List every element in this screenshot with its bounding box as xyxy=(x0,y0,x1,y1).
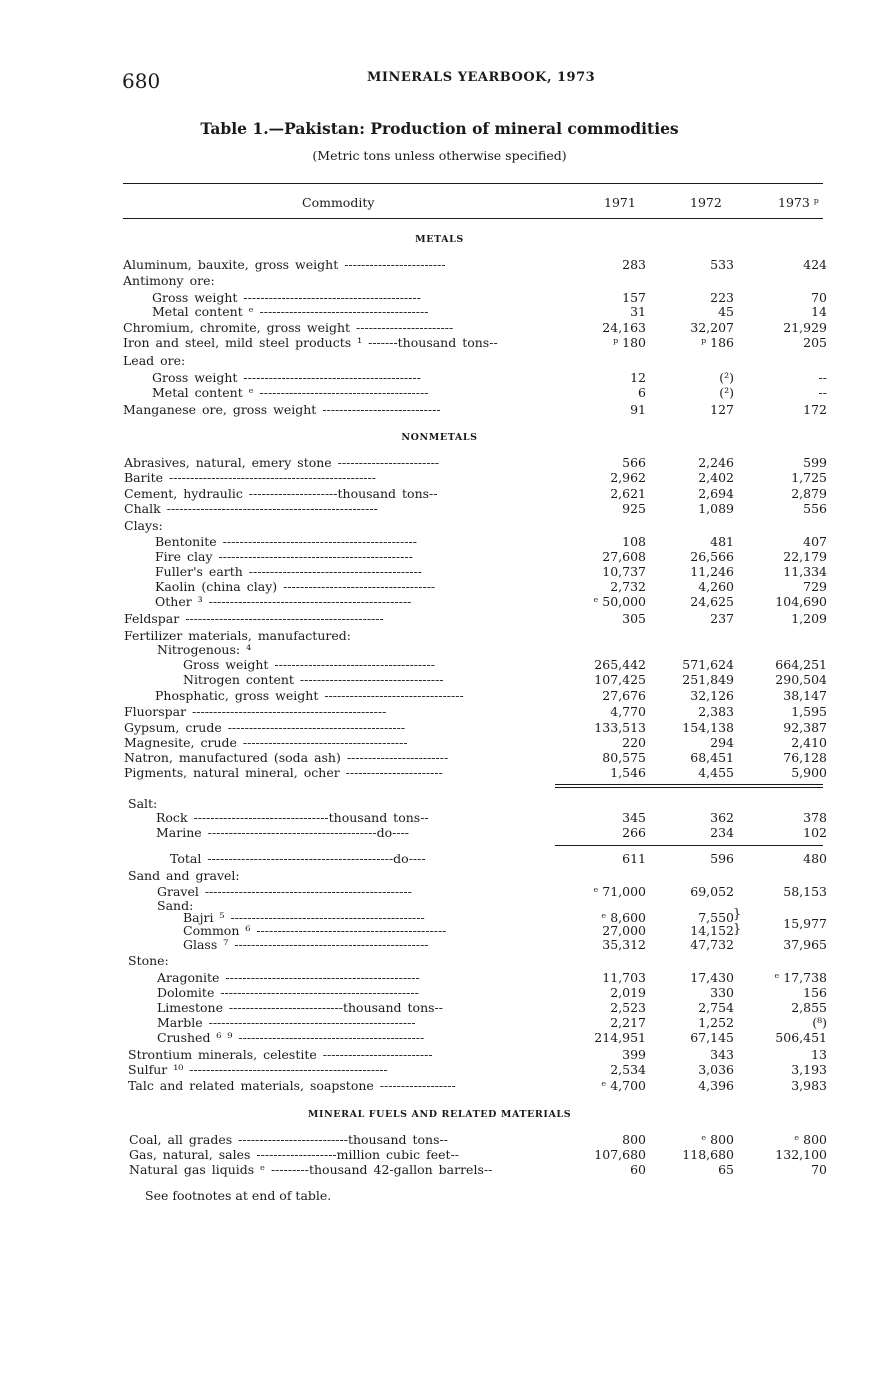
cell-1973: 1,209 xyxy=(791,611,827,626)
cell-1971: 133,513 xyxy=(594,720,646,735)
cell-1971: 214,951 xyxy=(594,1030,646,1045)
pigments-rule-2 xyxy=(555,787,823,788)
cell-1971: 157 xyxy=(622,290,646,305)
cell-1973: 3,193 xyxy=(791,1062,827,1077)
row-label: Bentonite ---------------------------------------------- xyxy=(155,534,417,549)
cell-1972: 571,624 xyxy=(682,657,734,672)
row-label: Sand: xyxy=(157,898,194,913)
table-row xyxy=(0,518,879,533)
table-row xyxy=(0,642,879,657)
row-label: Iron and steel, mild steel products ¹ -------thousand tons-- xyxy=(123,335,498,350)
row-label: Gas, natural, sales -------------------million cubic feet-- xyxy=(129,1147,459,1162)
cell-1971: 91 xyxy=(630,402,646,417)
cell-1972: 481 xyxy=(710,534,734,549)
cell-1971: 399 xyxy=(622,1047,646,1062)
table-row xyxy=(0,579,879,594)
cell-1973: -- xyxy=(818,370,827,385)
cell-1971: 345 xyxy=(622,810,646,825)
cell-1971: ᵉ 50,000 xyxy=(593,594,646,609)
table-row xyxy=(0,825,879,840)
cell-1971: 265,442 xyxy=(594,657,646,672)
cell-1972: 45 xyxy=(718,304,734,319)
cell-1972: 4,260 xyxy=(698,579,734,594)
section-metals: METALS xyxy=(415,234,464,245)
cell-1972: 2,402 xyxy=(698,470,734,485)
cell-1973: 2,855 xyxy=(791,1000,827,1015)
cell-1973: -- xyxy=(818,385,827,400)
table-subtitle: (Metric tons unless otherwise specified) xyxy=(312,148,567,163)
table-row xyxy=(0,1015,879,1030)
cell-1972: 4,455 xyxy=(698,765,734,780)
row-label: Phosphatic, gross weight --------------------------------- xyxy=(155,688,464,703)
row-label: Dolomite ----------------------------------------------- xyxy=(157,985,419,1000)
cell-1973: (⁸) xyxy=(812,1015,827,1030)
cell-1973: 1,595 xyxy=(791,704,827,719)
table-row xyxy=(0,851,879,866)
cell-1973: 407 xyxy=(803,534,827,549)
cell-1972: 7,550 xyxy=(698,910,734,925)
row-label: Natron, manufactured (soda ash) ------------------------ xyxy=(124,750,449,765)
cell-1971: 11,703 xyxy=(602,970,646,985)
table-row xyxy=(0,1047,879,1062)
cell-1971: 266 xyxy=(622,825,646,840)
table-row xyxy=(0,884,879,899)
table-row xyxy=(0,402,879,417)
row-label: Aragonite ---------------------------------------------- xyxy=(157,970,420,985)
cell-1973: 104,690 xyxy=(775,594,827,609)
cell-1973: 172 xyxy=(803,402,827,417)
row-label: Coal, all grades --------------------------thousand tons-- xyxy=(129,1132,448,1147)
table-row xyxy=(0,735,879,750)
row-label: Barite ------------------------------------------------- xyxy=(124,470,376,485)
row-label: Gross weight -------------------------------------- xyxy=(183,657,435,672)
table-row xyxy=(0,953,879,968)
table-row xyxy=(0,1062,879,1077)
cell-1972: 362 xyxy=(710,810,734,825)
table-row xyxy=(0,320,879,335)
table-row xyxy=(0,290,879,305)
cell-1973: 11,334 xyxy=(783,564,827,579)
row-label: Glass ⁷ ---------------------------------------------- xyxy=(183,937,429,952)
table-row xyxy=(0,1000,879,1015)
cell-1971: 1,546 xyxy=(610,765,646,780)
cell-1972: 4,396 xyxy=(698,1078,734,1093)
cell-1972: 11,246 xyxy=(690,564,734,579)
cell-1973: 14 xyxy=(811,304,827,319)
cell-1971: 108 xyxy=(622,534,646,549)
cell-1971: 12 xyxy=(630,370,646,385)
row-label: Gross weight ------------------------------------------ xyxy=(152,370,421,385)
row-label: Other ³ ------------------------------------------------ xyxy=(155,594,412,609)
row-label: Kaolin (china clay) ------------------------------------ xyxy=(155,579,436,594)
cell-1973: ᵉ 800 xyxy=(794,1132,827,1147)
cell-1972: 3,036 xyxy=(698,1062,734,1077)
table-row xyxy=(0,1162,879,1177)
running-head: MINERALS YEARBOOK, 1973 xyxy=(367,70,596,85)
cell-1971: 800 xyxy=(622,1132,646,1147)
cell-1971: 2,523 xyxy=(610,1000,646,1015)
row-label: Sulfur ¹⁰ ----------------------------------------------- xyxy=(128,1062,388,1077)
footnote: See footnotes at end of table. xyxy=(145,1188,332,1203)
cell-1971: ᵖ 180 xyxy=(613,335,646,350)
cell-1973: 156 xyxy=(803,985,827,1000)
cell-1973: 556 xyxy=(803,501,827,516)
cell-1971: 220 xyxy=(622,735,646,750)
cell-1972: 234 xyxy=(710,825,734,840)
cell-1972: ᵉ 800 xyxy=(701,1132,734,1147)
table-row xyxy=(0,385,879,400)
row-label: Feldspar ----------------------------------------------- xyxy=(124,611,384,626)
row-label: Aluminum, bauxite, gross weight ------------------------ xyxy=(123,257,446,272)
cell-1972: 26,566 xyxy=(690,549,734,564)
cell-1972: 294 xyxy=(710,735,734,750)
cell-1972: 32,207 xyxy=(690,320,734,335)
table-row xyxy=(0,534,879,549)
cell-1971: 27,000 xyxy=(602,923,646,938)
cell-1973: 480 xyxy=(803,851,827,866)
cell-1971: 4,770 xyxy=(610,704,646,719)
cell-1971: 107,680 xyxy=(594,1147,646,1162)
cell-1972: 14,152 xyxy=(690,923,734,938)
cell-1973: 37,965 xyxy=(783,937,827,952)
table-row xyxy=(0,796,879,811)
row-label: Manganese ore, gross weight ---------------------------- xyxy=(123,402,441,417)
cell-1973: 424 xyxy=(803,257,827,272)
cell-1971: 60 xyxy=(630,1162,646,1177)
cell-1972: 2,754 xyxy=(698,1000,734,1015)
cell-1972: 533 xyxy=(710,257,734,272)
cell-1972: 237 xyxy=(710,611,734,626)
row-label: Chromium, chromite, gross weight ----------------------- xyxy=(123,320,454,335)
cell-1971: 925 xyxy=(622,501,646,516)
row-label: Rock --------------------------------thousand tons-- xyxy=(156,810,429,825)
cell-1972: 343 xyxy=(710,1047,734,1062)
row-label: Fluorspar ---------------------------------------------- xyxy=(124,704,387,719)
cell-1972: 1,252 xyxy=(698,1015,734,1030)
row-label: Antimony ore: xyxy=(123,273,215,288)
cell-1972: ᵖ 186 xyxy=(701,335,734,350)
cell-1972: 1,089 xyxy=(698,501,734,516)
cell-1972: 2,246 xyxy=(698,455,734,470)
cell-1972: 69,052 xyxy=(690,884,734,899)
cell-1973: 5,900 xyxy=(791,765,827,780)
table-row xyxy=(0,688,879,703)
pigments-rule-1 xyxy=(555,784,823,785)
cell-1971: 35,312 xyxy=(602,937,646,952)
cell-1971: ᵉ 71,000 xyxy=(593,884,646,899)
cell-1972: 67,145 xyxy=(690,1030,734,1045)
row-label: Nitrogenous: ⁴ xyxy=(157,642,252,657)
cell-1971: 27,676 xyxy=(602,688,646,703)
sand-brace-1: } xyxy=(733,907,742,922)
row-label: Pigments, natural mineral, ocher ----------------------- xyxy=(124,765,443,780)
cell-1973: 70 xyxy=(811,1162,827,1177)
table-row xyxy=(0,564,879,579)
table-row xyxy=(0,720,879,735)
cell-1973: 729 xyxy=(803,579,827,594)
cell-1972: 251,849 xyxy=(682,672,734,687)
table-row xyxy=(0,810,879,825)
row-label: Bajri ⁵ ---------------------------------------------- xyxy=(183,910,425,925)
cell-1973: 1,725 xyxy=(791,470,827,485)
table-row xyxy=(0,765,879,780)
table-row xyxy=(0,594,879,609)
row-label: Nitrogen content ---------------------------------- xyxy=(183,672,444,687)
row-label: Natural gas liquids ᵉ ---------thousand 42-gallon barrels-- xyxy=(129,1162,493,1177)
row-label: Gross weight ------------------------------------------ xyxy=(152,290,421,305)
cell-1972: 154,138 xyxy=(682,720,734,735)
cell-1972: 65 xyxy=(718,1162,734,1177)
header-1971: 1971 xyxy=(604,195,636,210)
row-label: Lead ore: xyxy=(123,353,186,368)
cell-1971: 80,575 xyxy=(602,750,646,765)
top-rule xyxy=(123,183,823,184)
cell-1971: 566 xyxy=(622,455,646,470)
table-row xyxy=(0,470,879,485)
cell-1973: 664,251 xyxy=(775,657,827,672)
row-label: Fertilizer materials, manufactured: xyxy=(124,628,351,643)
row-label: Strontium minerals, celestite -------------------------- xyxy=(128,1047,433,1062)
table-row xyxy=(0,304,879,319)
cell-1971: 2,621 xyxy=(610,486,646,501)
row-label: Common ⁶ --------------------------------------------- xyxy=(183,923,447,938)
cell-1972: 330 xyxy=(710,985,734,1000)
salt-total-rule xyxy=(555,845,823,846)
row-label: Fuller's earth ----------------------------------------- xyxy=(155,564,422,579)
table-row xyxy=(0,1132,879,1147)
cell-1971: 611 xyxy=(622,851,646,866)
header-1973: 1973 ᵖ xyxy=(778,195,819,210)
cell-1973: 76,128 xyxy=(783,750,827,765)
table-row xyxy=(0,985,879,1000)
header-1972: 1972 xyxy=(690,195,722,210)
cell-1971: 6 xyxy=(638,385,646,400)
cell-1973: 13 xyxy=(811,1047,827,1062)
cell-1971: 2,732 xyxy=(610,579,646,594)
cell-1973: 21,929 xyxy=(783,320,827,335)
cell-1973: 70 xyxy=(811,290,827,305)
table-row xyxy=(0,486,879,501)
table-row xyxy=(0,750,879,765)
row-label: Clays: xyxy=(124,518,163,533)
row-label: Talc and related materials, soapstone ------------------ xyxy=(128,1078,456,1093)
row-label: Metal content ᵉ ---------------------------------------- xyxy=(152,385,429,400)
cell-1971: 24,163 xyxy=(602,320,646,335)
row-label: Total --------------------------------------------do---- xyxy=(170,851,426,866)
table-row xyxy=(0,672,879,687)
cell-1973: ᵉ 17,738 xyxy=(774,970,827,985)
row-label: Gravel ------------------------------------------------- xyxy=(157,884,412,899)
cell-1972: 2,694 xyxy=(698,486,734,501)
cell-1971: 2,019 xyxy=(610,985,646,1000)
cell-1971: 2,962 xyxy=(610,470,646,485)
header-rule xyxy=(123,218,823,219)
cell-1971: ᵉ 4,700 xyxy=(601,1078,646,1093)
table-row xyxy=(0,501,879,516)
row-label: Chalk -------------------------------------------------- xyxy=(124,501,378,516)
table-title: Table 1.—Pakistan: Production of mineral commodities xyxy=(200,119,679,138)
cell-1973: 290,504 xyxy=(775,672,827,687)
cell-1972: 118,680 xyxy=(682,1147,734,1162)
cell-1972: 223 xyxy=(710,290,734,305)
table-row xyxy=(0,549,879,564)
cell-1971: 283 xyxy=(622,257,646,272)
cell-1971: 27,608 xyxy=(602,549,646,564)
cell-1973: 2,410 xyxy=(791,735,827,750)
row-label: Marine ----------------------------------------do---- xyxy=(156,825,410,840)
table-row xyxy=(0,1030,879,1045)
row-label: Marble ------------------------------------------------- xyxy=(157,1015,416,1030)
table-row xyxy=(0,937,879,952)
row-label: Abrasives, natural, emery stone ------------------------ xyxy=(124,455,440,470)
cell-1973: 378 xyxy=(803,810,827,825)
cell-1973: 38,147 xyxy=(783,688,827,703)
cell-1972: (²) xyxy=(719,370,734,385)
row-label: Sand and gravel: xyxy=(128,868,240,883)
table-row xyxy=(0,628,879,643)
cell-1971: ᵉ 8,600 xyxy=(601,910,646,925)
table-row xyxy=(0,1078,879,1093)
cell-1971: 2,534 xyxy=(610,1062,646,1077)
row-label: Gypsum, crude ------------------------------------------ xyxy=(124,720,406,735)
cell-1973: 599 xyxy=(803,455,827,470)
table-row xyxy=(0,704,879,719)
cell-1972: 596 xyxy=(710,851,734,866)
table-row xyxy=(0,657,879,672)
header-commodity: Commodity xyxy=(302,195,375,210)
table-row xyxy=(0,335,879,350)
cell-1972: 47,732 xyxy=(690,937,734,952)
table-row xyxy=(0,455,879,470)
cell-1971: 2,217 xyxy=(610,1015,646,1030)
table-row xyxy=(0,257,879,272)
table-row xyxy=(0,1147,879,1162)
sand-combined-1973: 15,977 xyxy=(783,916,827,931)
section-nonmetals: NONMETALS xyxy=(401,432,478,443)
row-label: Magnesite, crude --------------------------------------- xyxy=(124,735,408,750)
row-label: Metal content ᵉ ---------------------------------------- xyxy=(152,304,429,319)
cell-1972: 24,625 xyxy=(690,594,734,609)
cell-1971: 10,737 xyxy=(602,564,646,579)
table-row xyxy=(0,273,879,288)
cell-1972: 2,383 xyxy=(698,704,734,719)
cell-1973: 2,879 xyxy=(791,486,827,501)
table-row xyxy=(0,370,879,385)
cell-1971: 305 xyxy=(622,611,646,626)
cell-1972: 17,430 xyxy=(690,970,734,985)
cell-1973: 132,100 xyxy=(775,1147,827,1162)
table-row xyxy=(0,868,879,883)
cell-1973: 102 xyxy=(803,825,827,840)
cell-1973: 3,983 xyxy=(791,1078,827,1093)
cell-1972: 68,451 xyxy=(690,750,734,765)
cell-1973: 22,179 xyxy=(783,549,827,564)
cell-1972: 127 xyxy=(710,402,734,417)
section-fuels: MINERAL FUELS AND RELATED MATERIALS xyxy=(307,1109,572,1120)
row-label: Limestone ---------------------------thousand tons-- xyxy=(157,1000,443,1015)
sand-brace-2: } xyxy=(733,922,742,937)
cell-1971: 107,425 xyxy=(594,672,646,687)
row-label: Crushed ⁶ ⁹ -------------------------------------------- xyxy=(157,1030,425,1045)
row-label: Stone: xyxy=(128,953,169,968)
cell-1973: 205 xyxy=(803,335,827,350)
table-row xyxy=(0,611,879,626)
row-label: Salt: xyxy=(128,796,158,811)
row-label: Fire clay ---------------------------------------------- xyxy=(155,549,413,564)
cell-1973: 58,153 xyxy=(783,884,827,899)
row-label: Cement, hydraulic ---------------------thousand tons-- xyxy=(124,486,438,501)
cell-1972: 32,126 xyxy=(690,688,734,703)
table-row xyxy=(0,970,879,985)
cell-1972: (²) xyxy=(719,385,734,400)
page-number: 680 xyxy=(122,69,161,93)
cell-1971: 31 xyxy=(630,304,646,319)
table-row xyxy=(0,353,879,368)
cell-1973: 506,451 xyxy=(775,1030,827,1045)
cell-1973: 92,387 xyxy=(783,720,827,735)
